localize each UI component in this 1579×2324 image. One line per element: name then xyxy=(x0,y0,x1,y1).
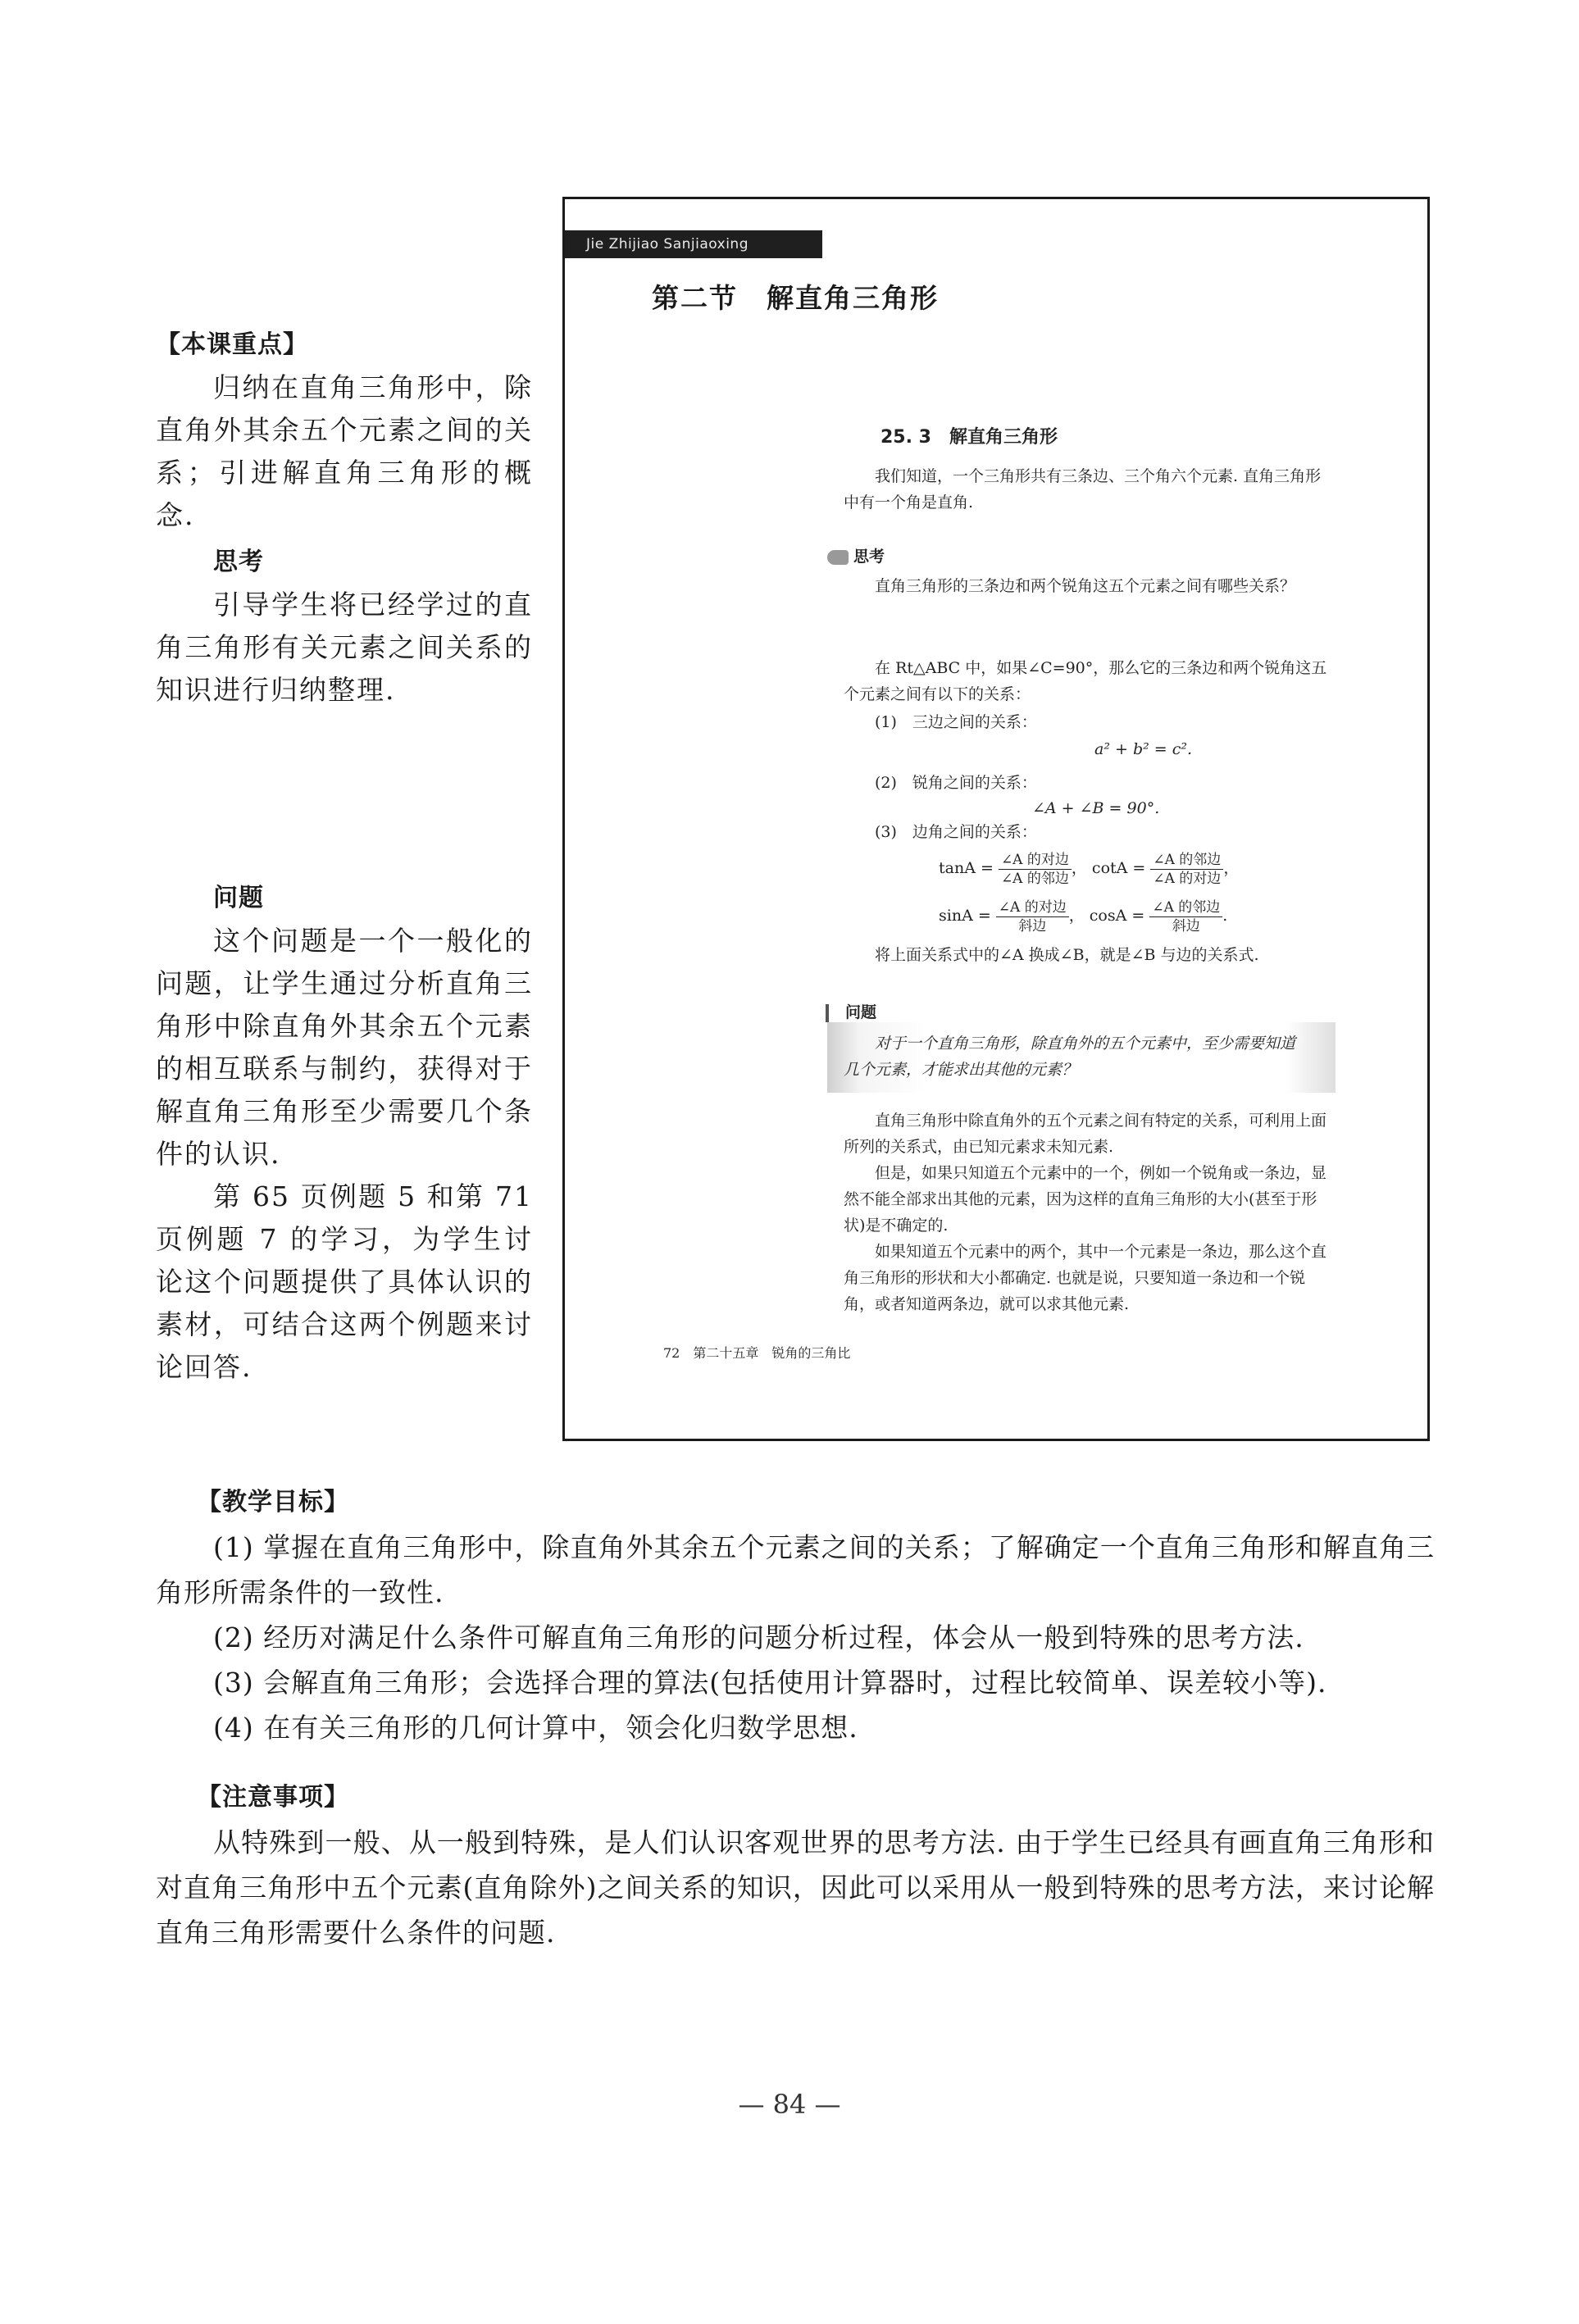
goal-item-4: (4) 在有关三角形的几何计算中，领会化归数学思想. xyxy=(213,1712,858,1744)
para-3: 如果知道五个元素中的两个，其中一个元素是一条边，那么这个直角三角形的形状和大小都确定. 也就是说，只要知道一条边和一个锐角，或者知道两条边，就可以求其他元素. xyxy=(844,1243,1327,1313)
key-points-text: 归纳在直角三角形中，除直角外其余五个元素之间的关系；引进解直角三角形的概念. xyxy=(156,371,533,531)
relation-1-formula: a² + b² = c². xyxy=(1094,740,1193,758)
para-2: 但是，如果只知道五个元素中的一个，例如一个锐角或一条边，显然不能全部求出其他的元素，因为这样的直角三角形的大小(甚至于形状)是不确定的. xyxy=(844,1164,1327,1235)
subsection-title: 25. 3 解直角三角形 xyxy=(881,427,1058,448)
question-text-1: 这个问题是一个一般化的问题，让学生通过分析直角三角形中除直角外其余五个元素的相互联系与制约，获得对于解直角三角形至少需要几个条件的认识. xyxy=(156,925,533,1170)
sin-fraction: $\frac{\text{∠A 的对边}}{\text{斜边}}$ xyxy=(996,898,1069,935)
question-text-2: 第 65 页例题 5 和第 71 页例题 7 的学习，为学生讨论这个问题提供了具体认识的素材，可结合这两个例题来讨论回答. xyxy=(156,1180,533,1383)
inset-footer: 72 第二十五章 锐角的三角比 xyxy=(663,1345,851,1361)
teaching-goals xyxy=(156,1480,1435,1750)
key-points-heading: 【本课重点】 xyxy=(156,330,308,359)
cos-label: cosA = xyxy=(1089,907,1145,925)
relation-1-label: (1) 三边之间的关系： xyxy=(875,713,1037,731)
chapter-banner: Jie Zhijiao Sanjiaoxing xyxy=(565,230,822,258)
goal-item-3: (3) 会解直角三角形；会选择合理的算法(包括使用计算器时，过程比较简单、误差较小等). xyxy=(213,1667,1327,1699)
para-1: 直角三角形中除直角外的五个元素之间有特定的关系，可利用上面所列的关系式，由已知元素求未知元素. xyxy=(844,1112,1327,1156)
notes-text: 从特殊到一般、从一般到特殊，是人们认识客观世界的思考方法. 由于学生已经具有画直角三角形和对直角三角形中五个元素(直角除外)之间关系的知识，因此可以采用从一般到特殊的思考方法，来讨论解直角三角形需要什么条件的问题. xyxy=(156,1826,1435,1949)
question-box xyxy=(827,1022,1336,1093)
sin-cos-row: sinA = $\frac{\text{∠A 的对边}}{\text{斜边}}$ ， cosA = $\frac{\text{∠A 的邻边}}{\text{斜边}}$ . xyxy=(939,898,1228,935)
textbook-page-inset xyxy=(562,197,1430,1441)
goal-item-1: (1) 掌握在直角三角形中，除直角外其余五个元素之间的关系；了解确定一个直角三角形和解直角三角形所需条件的一致性. xyxy=(156,1531,1435,1608)
think-question: 直角三角形的三条边和两个锐角这五个元素之间有哪些关系？ xyxy=(875,577,1296,595)
goal-item-2: (2) 经历对满足什么条件可解直角三角形的问题分析过程，体会从一般到特殊的思考方法. xyxy=(213,1621,1304,1653)
goals-heading: 【教学目标】 xyxy=(197,1488,349,1517)
section-title: 第二节 解直角三角形 xyxy=(652,282,939,314)
notes-section xyxy=(156,1775,1435,1955)
relation-2-formula: ∠A + ∠B = 90°. xyxy=(1032,799,1160,817)
think-text: 引导学生将已经学过的直角三角形有关元素之间关系的知识进行归纳整理. xyxy=(156,589,533,706)
think-tag: 思考 xyxy=(827,543,885,570)
page-number: — 84 — xyxy=(738,2089,841,2120)
sin-label: sinA = xyxy=(939,907,991,925)
question-text: 对于一个直角三角形，除直角外的五个元素中，至少需要知道几个元素，才能求出其他的元素？ xyxy=(844,1035,1296,1079)
tan-fraction: $\frac{\text{∠A 的对边}}{\text{∠A 的邻边}}$ xyxy=(999,851,1072,888)
question-icon xyxy=(826,1004,840,1022)
think-icon xyxy=(827,550,849,565)
relation-3-label: (3) 边角之间的关系： xyxy=(875,823,1037,841)
tan-cot-row: tanA = $\frac{\text{∠A 的对边}}{\text{∠A 的邻边}}$ ， cotA = $\frac{\text{∠A 的邻边}}{\text{∠A 的对边}}$ ， xyxy=(939,851,1240,887)
rt-intro: 在 Rt△ABC 中，如果∠C=90°，那么它的三条边和两个锐角这五个元素之间有以下的关系： xyxy=(844,659,1327,703)
tan-label: tanA = xyxy=(939,859,994,877)
intro-paragraph: 我们知道，一个三角形共有三条边、三个角六个元素. 直角三角形中有一个角是直角. xyxy=(844,467,1322,512)
think-heading: 思考 xyxy=(213,548,264,576)
cos-fraction: $\frac{\text{∠A 的邻边}}{\text{斜边}}$ xyxy=(1149,898,1222,935)
cot-fraction: $\frac{\text{∠A 的邻边}}{\text{∠A 的对边}}$ xyxy=(1150,851,1223,888)
question-heading: 问题 xyxy=(213,884,264,912)
question-tag: 问题 xyxy=(826,999,876,1026)
cot-label: cotA = xyxy=(1091,859,1146,877)
replace-note: 将上面关系式中的∠A 换成∠B，就是∠B 与边的关系式. xyxy=(875,946,1259,964)
relation-2-label: (2) 锐角之间的关系： xyxy=(875,774,1037,792)
notes-heading: 【注意事项】 xyxy=(197,1783,349,1812)
